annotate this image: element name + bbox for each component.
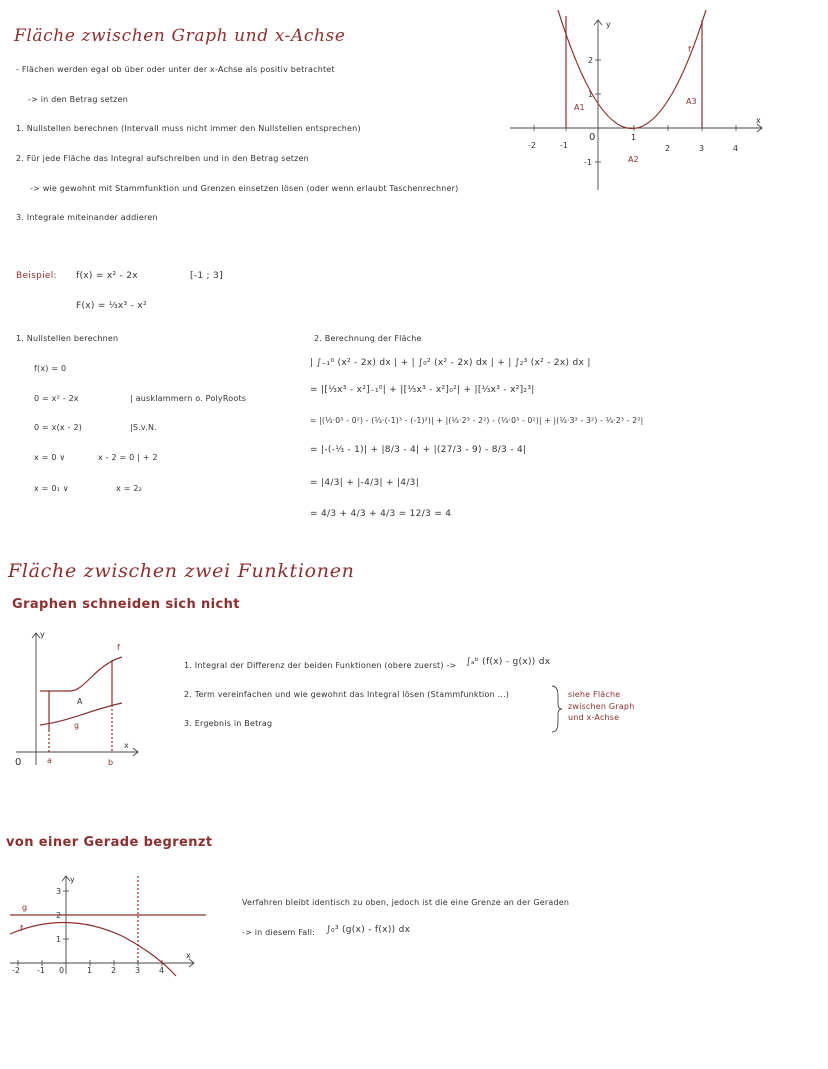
- x-tick: 3: [135, 966, 141, 975]
- s3-formula: ∫₀³ (g(x) - f(x)) dx: [326, 925, 411, 935]
- example-antiderivative: F(x) = ⅓x³ - x²: [76, 301, 147, 311]
- b-label: b: [108, 758, 114, 767]
- area-label-a3: A3: [686, 97, 697, 106]
- y-tick: 1: [588, 90, 594, 99]
- area-calc-line: = |[⅓x³ - x²]₋₁⁰| + |[⅓x³ - x²]₀²| + |[⅓x³ - x²]₂³|: [310, 385, 535, 395]
- x-tick: 2: [111, 966, 117, 975]
- y-axis-label: y: [40, 630, 45, 639]
- zeros-line: 0 = x(x - 2): [34, 423, 83, 432]
- area-label: A: [77, 697, 83, 706]
- section-title-two-functions: Fläche zwischen zwei Funktionen: [8, 560, 355, 582]
- zeros-note: x - 2 = 0 | + 2: [98, 453, 158, 462]
- s2-step-3: 3. Ergebnis in Betrag: [184, 719, 273, 728]
- step-2: 2. Für jede Fläche das Integral aufschreiben und in den Betrag setzen: [16, 154, 309, 163]
- curve-f: [10, 922, 176, 976]
- area-calc-line: = |(⅓·0³ - 0²) - (⅓·(-1)³ - (-1)²)| + |(⅓·2³ - 2²) - (⅓·0³ - 0²)| + |(⅓·3³ - 3²) - ⅓·2³ - 2²|: [310, 416, 644, 425]
- s3-arrow-text: -> in diesem Fall:: [242, 928, 316, 937]
- x-tick: 1: [87, 966, 93, 975]
- zeros-line: x = 0₁ ∨: [34, 484, 69, 493]
- x-tick: 0: [59, 966, 65, 975]
- x-tick: 4: [159, 966, 165, 975]
- line-bounded-graph: [6, 870, 206, 980]
- s2-step-2: 2. Term vereinfachen und wie gewohnt das Integral lösen (Stammfunktion ...): [184, 690, 510, 699]
- curve-g: [40, 703, 122, 725]
- two-functions-graph: [10, 625, 160, 775]
- example-function: f(x) = x² - 2x: [76, 271, 138, 281]
- x-tick: -2: [528, 141, 536, 150]
- section-title-graph-x-axis: Fläche zwischen Graph und x-Achse: [14, 26, 346, 46]
- f-label: f: [117, 643, 120, 652]
- s3-text: Verfahren bleibt identisch zu oben, jedoch ist die eine Grenze an der Geraden: [242, 898, 570, 907]
- x-tick: 1: [631, 133, 637, 142]
- zeros-line: f(x) = 0: [34, 364, 67, 373]
- note-positive-areas: - Flächen werden egal ob über oder unter der x-Achse als positiv betrachtet: [16, 65, 335, 74]
- area-calc-line: | ∫₋₁⁰ (x² - 2x) dx | + | ∫₀² (x² - 2x) dx | + | ∫₂³ (x² - 2x) dx |: [310, 358, 591, 368]
- side-note-line: und x-Achse: [568, 713, 620, 722]
- x-tick: 4: [733, 144, 739, 153]
- area-label-a1: A1: [574, 103, 585, 112]
- subtitle-no-intersection: Graphen schneiden sich nicht: [12, 597, 240, 612]
- s2-step-1: 1. Integral der Differenz der beiden Funktionen (obere zuerst) ->: [184, 661, 457, 670]
- zeros-line: 0 = x² - 2x: [34, 394, 79, 403]
- step-1: 1. Nullstellen berechnen (Intervall muss nicht immer den Nullstellen entsprechen): [16, 124, 361, 133]
- x-tick: -1: [560, 141, 568, 150]
- curve-f: [40, 657, 122, 691]
- area-calc-heading: 2. Berechnung der Fläche: [314, 334, 422, 343]
- y-tick: 2: [56, 911, 62, 920]
- y-tick: 3: [56, 887, 62, 896]
- parabola-graph: [500, 10, 780, 200]
- y-tick: 2: [588, 56, 594, 65]
- side-note-line: siehe Fläche: [568, 690, 621, 699]
- area-calc-line: = 4/3 + 4/3 + 4/3 = 12/3 = 4: [310, 509, 452, 519]
- g-label: g: [22, 903, 28, 912]
- s2-formula: ∫ₐᵇ (f(x) - g(x)) dx: [466, 657, 551, 667]
- example-label: Beispiel:: [16, 271, 57, 281]
- x-tick: -2: [12, 966, 20, 975]
- y-axis-label: y: [606, 20, 611, 29]
- origin-label: 0: [589, 132, 596, 143]
- step-2-sub: -> wie gewohnt mit Stammfunktion und Grenzen einsetzen lösen (oder wenn erlaubt Taschenrechner): [30, 184, 459, 193]
- example-interval: [-1 ; 3]: [190, 271, 223, 281]
- y-axis-label: y: [70, 875, 75, 884]
- area-label-a2: A2: [628, 155, 639, 164]
- zeros-line: x = 0 ∨: [34, 453, 66, 462]
- area-calc-line: = |-(-⅓ - 1)| + |8/3 - 4| + |(27/3 - 9) - 8/3 - 4|: [310, 445, 527, 455]
- step-3: 3. Integrale miteinander addieren: [16, 213, 158, 222]
- x-tick: 2: [665, 144, 671, 153]
- g-label: g: [74, 721, 80, 730]
- f-label: f: [20, 924, 23, 933]
- curve-label-f: f: [688, 45, 691, 54]
- x-axis-label: x: [756, 116, 761, 125]
- zeros-note: |S.v.N.: [130, 423, 157, 432]
- zeros-heading: 1. Nullstellen berechnen: [16, 334, 119, 343]
- subtitle-line-bounded: von einer Gerade begrenzt: [6, 835, 213, 850]
- side-note-line: zwischen Graph: [568, 702, 635, 711]
- x-axis-label: x: [124, 741, 129, 750]
- brace: [550, 684, 564, 734]
- x-tick: -1: [37, 966, 45, 975]
- x-tick: 3: [699, 144, 705, 153]
- y-tick: -1: [584, 158, 592, 167]
- zeros-note: x = 2₂: [116, 484, 143, 493]
- x-axis-label: x: [186, 951, 191, 960]
- a-label: a: [47, 756, 52, 765]
- area-calc-line: = |4/3| + |-4/3| + |4/3|: [310, 478, 420, 488]
- zeros-note: | ausklammern o. PolyRoots: [130, 394, 247, 403]
- y-tick: 1: [56, 935, 62, 944]
- origin-label: 0: [15, 757, 22, 768]
- note-absolute-value: -> in den Betrag setzen: [28, 95, 128, 104]
